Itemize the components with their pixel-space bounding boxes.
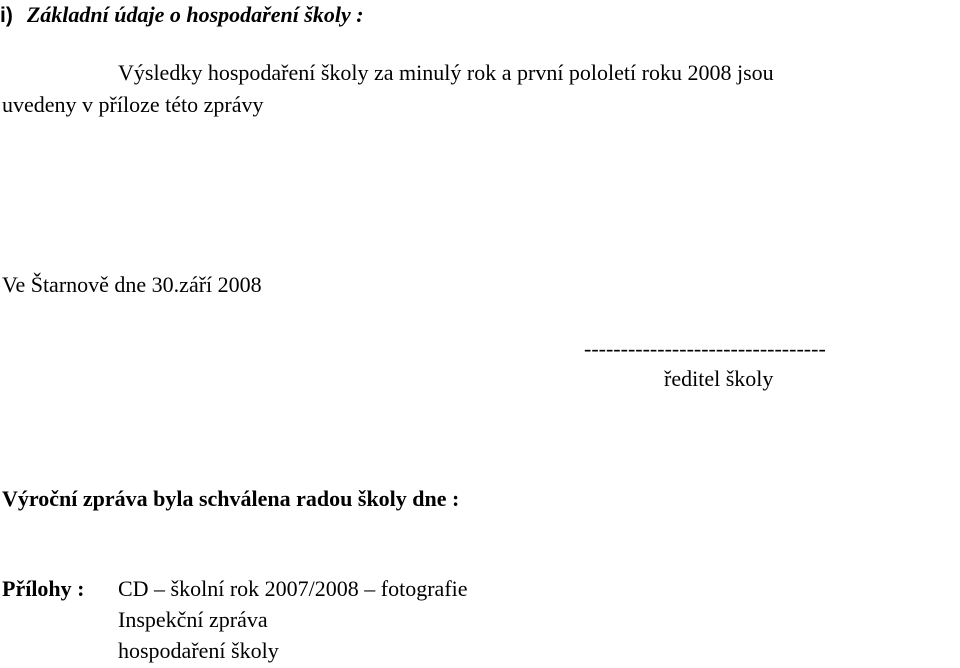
attachment-item: CD – školní rok 2007/2008 – fotografie bbox=[118, 576, 468, 601]
signature-label: ředitel školy bbox=[664, 366, 774, 391]
attachment-item: hospodaření školy bbox=[118, 638, 279, 663]
attachments-label: Přílohy : bbox=[2, 576, 85, 601]
paragraph-line-2: uvedeny v příloze této zprávy bbox=[2, 92, 264, 117]
attachment-item: Inspekční zpráva bbox=[118, 607, 268, 632]
section-heading bbox=[0, 4, 364, 26]
paragraph-line-1: Výsledky hospodaření školy za minulý rok a první pololetí roku 2008 jsou bbox=[118, 60, 774, 85]
approval-statement: Výroční zpráva byla schválena radou školy dne : bbox=[2, 486, 460, 511]
signature-line: --------------------------------- bbox=[584, 336, 826, 361]
section-number: i) bbox=[0, 4, 13, 27]
section-title: Základní údaje o hospodaření školy : bbox=[26, 2, 364, 27]
place-date: Ve Štarnově dne 30.září 2008 bbox=[2, 272, 262, 297]
